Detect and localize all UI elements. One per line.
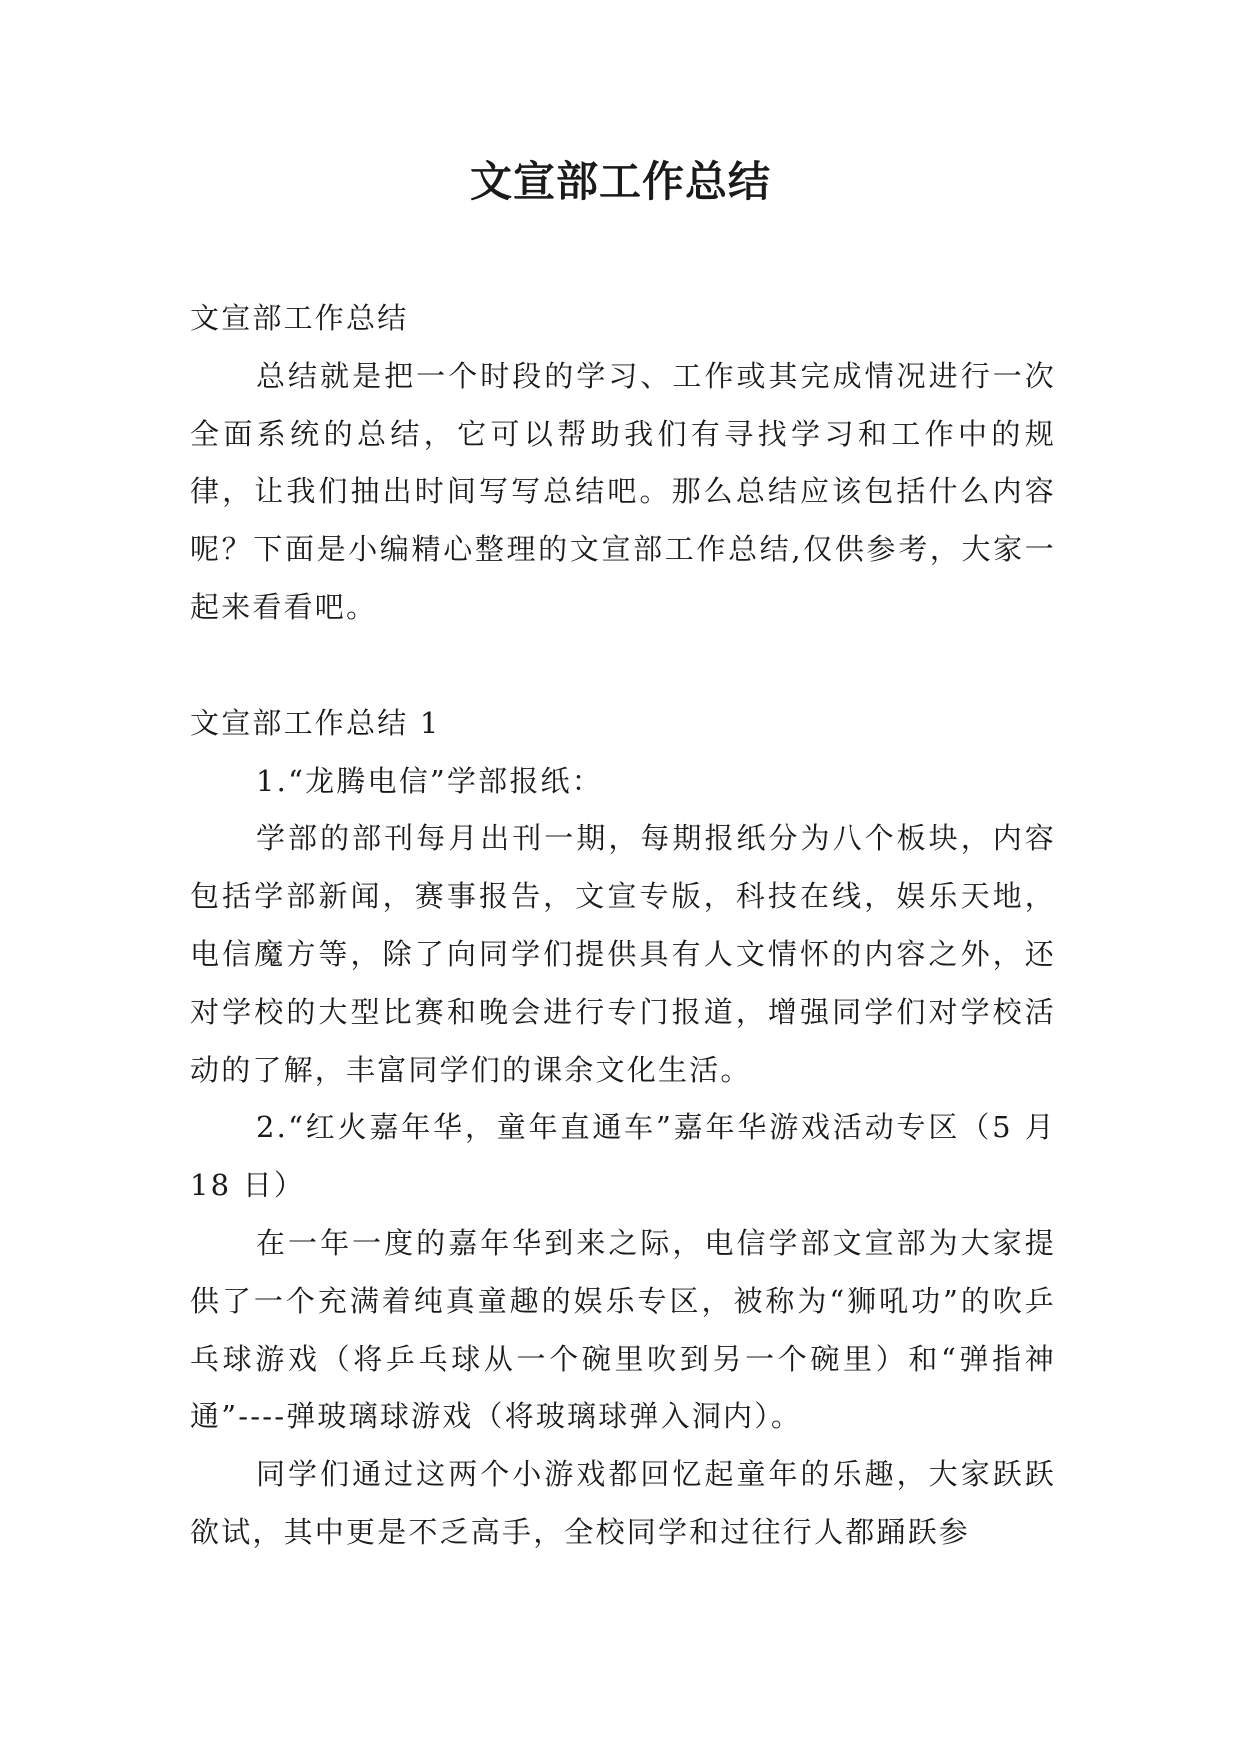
document-subtitle: 文宣部工作总结	[190, 301, 409, 335]
section-spacer	[190, 637, 1056, 695]
newspaper-paragraph: 学部的部刊每月出刊一期，每期报纸分为八个板块，内容包括学部新闻，赛事报告，文宣专版，科技在线，娱乐天地，电信魔方等，除了向同学们提供具有人文情怀的内容之外，还对学校的大型比赛和晚会进行专门报道，增强同学们对学校活动的了解，丰富同学们的课余文化生活。	[190, 821, 1056, 1087]
item-heading-newspaper: 1.“龙腾电信”学部报纸：	[256, 763, 603, 798]
item-heading-carnival: 2.“红火嘉年华，童年直通车”嘉年华游戏活动专区（5 月 18 日）	[190, 1110, 1056, 1203]
document-body	[190, 290, 1056, 1562]
carnival-paragraph: 在一年一度的嘉年华到来之际，电信学部文宣部为大家提供了一个充满着纯真童趣的娱乐专区，被称为“狮吼功”的吹乒乓球游戏（将乒乓球从一个碗里吹到另一个碗里）和“弹指神通”----弹玻璃球游戏（将玻璃球弹入洞内）。	[190, 1225, 1056, 1434]
section-heading: 文宣部工作总结 1	[190, 705, 441, 740]
games-paragraph: 同学们通过这两个小游戏都回忆起童年的乐趣，大家跃跃欲试，其中更是不乏高手，全校同学和过往行人都踊跃参	[190, 1457, 1056, 1549]
document-title: 文宣部工作总结	[469, 157, 771, 206]
intro-paragraph: 总结就是把一个时段的学习、工作或其完成情况进行一次全面系统的总结，它可以帮助我们有寻找学习和工作中的规律，让我们抽出时间写写总结吧。那么总结应该包括什么内容呢？下面是小编精心整理的文宣部工作总结,仅供参考，大家一起来看看吧。	[190, 358, 1056, 624]
